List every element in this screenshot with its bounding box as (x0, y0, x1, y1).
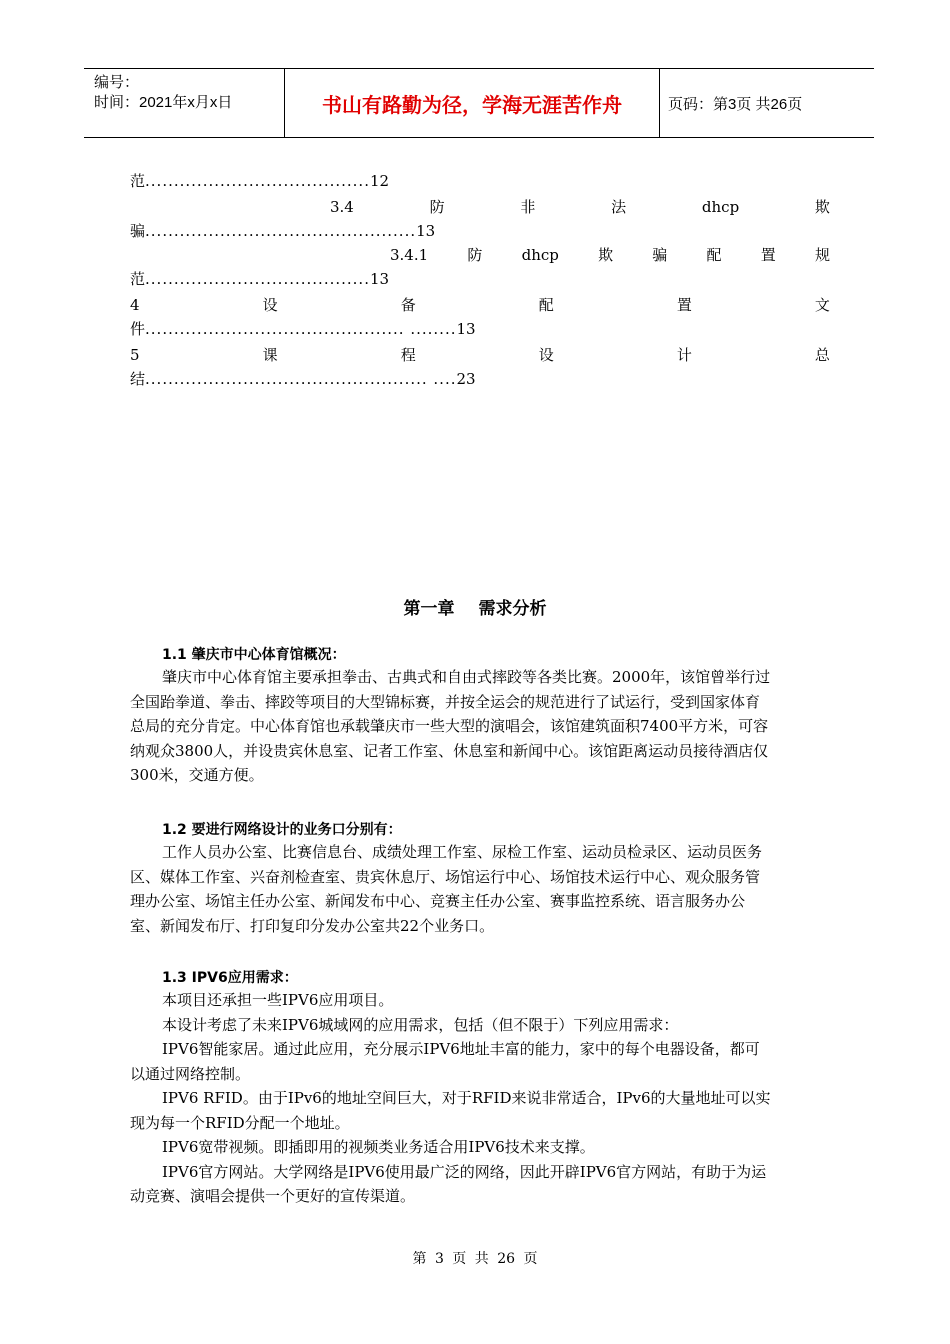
header-meta (84, 69, 285, 137)
text-line: IPV6 RFID。由于IPv6的地址空间巨大，对于RFID来说非常适合，IPv6的大量地址可以实 (162, 1089, 771, 1107)
page-footer: 第 3 页 共 26 页 (412, 1251, 538, 1267)
text-line: 现为每一个RFID分配一个地址。 (130, 1113, 350, 1132)
chapter-title: 第一章 需求分析 (403, 599, 547, 619)
page-header (84, 68, 874, 138)
text-line: 工作人员办公室、比赛信息台、成绩处理工作室、尿检工作室、运动员检录区、运动员医务 (162, 843, 763, 861)
section-body (130, 665, 838, 788)
toc-entry-3-4-1: 3.4.1 防 dhcp 欺 骗 配 置 规 (390, 246, 830, 264)
section-body (130, 840, 838, 938)
text-line: 纳观众3800人，并设贵宾休息室、记者工作室、休息室和新闻中心。该馆距离运动员接待酒店仅 (130, 741, 769, 760)
text-line: 总局的充分肯定。中心体育馆也承载肇庆市一些大型的演唱会，该馆建筑面积7400平方米，可容 (130, 717, 769, 735)
text-line: 300米，交通方便。 (130, 766, 264, 784)
number-label: 编号： (94, 74, 140, 91)
section-heading: 1.2 要进行网络设计的业务口分别有： (162, 822, 402, 838)
toc-entry-4: 4 设 备 配 置 文 (130, 296, 830, 314)
text-line: 区、媒体工作室、兴奋剂检查室、贵宾休息厅、场馆运行中心、场馆技术运行中心、观众服务管 (130, 867, 761, 886)
header-page-label: 页码：第3页 共26页 (668, 95, 803, 113)
text-line: IPV6智能家居。通过此应用，充分展示IPV6地址丰富的能力，家中的每个电器设备，都可 (162, 1040, 760, 1058)
text-line: 全国跆拳道、拳击、摔跤等项目的大型锦标赛，并按全运会的规范进行了试运行，受到国家体育 (130, 692, 761, 711)
text-line: IPV6宽带视频。即插即用的视频类业务适合用IPV6技术来支撑。 (162, 1138, 595, 1156)
section-heading: 1.3 IPV6应用需求： (162, 970, 298, 986)
time-label: 时间：2021年x月x日 (94, 94, 233, 111)
toc-line: 范.......................................12 (130, 172, 390, 190)
text-line: 理办公室、场馆主任办公室、新闻发布中心、竞赛主任办公室、赛事监控系统、语言服务办公 (130, 892, 746, 910)
toc-line: 件............................................. ........13 (130, 320, 476, 338)
toc-line: 骗...............................................13 (130, 222, 436, 240)
text-line: IPV6官方网站。大学网络是IPV6使用最广泛的网络，因此开辟IPV6官方网站，有助于为运 (162, 1162, 767, 1181)
text-line: 肇庆市中心体育馆主要承担拳击、古典式和自由式摔跤等各类比赛。2000年，该馆曾举行过 (162, 668, 771, 686)
toc-entry-5: 5 课 程 设 计 总 (130, 346, 830, 364)
text-line: 本项目还承担一些IPV6应用项目。 (162, 991, 394, 1009)
section-body (130, 988, 838, 1209)
header-motto: 书山有路勤为径，学海无涯苦作舟 (285, 69, 660, 137)
toc-line: 结................................................. ....23 (130, 370, 476, 388)
section-heading: 1.1 肇庆市中心体育馆概况： (162, 647, 346, 663)
text-line: 以通过网络控制。 (130, 1064, 251, 1083)
toc-entry-3-4: 3.4 防 非 法 dhcp 欺 (330, 198, 830, 216)
toc-line: 范.......................................13 (130, 270, 390, 288)
text-line: 室、新闻发布厅、打印复印分发办公室共22个业务口。 (130, 916, 495, 935)
text-line: 本设计考虑了未来IPV6城域网的应用需求，包括（但不限于）下列应用需求： (162, 1015, 679, 1034)
text-line: 动竞赛、演唱会提供一个更好的宣传渠道。 (130, 1187, 416, 1205)
